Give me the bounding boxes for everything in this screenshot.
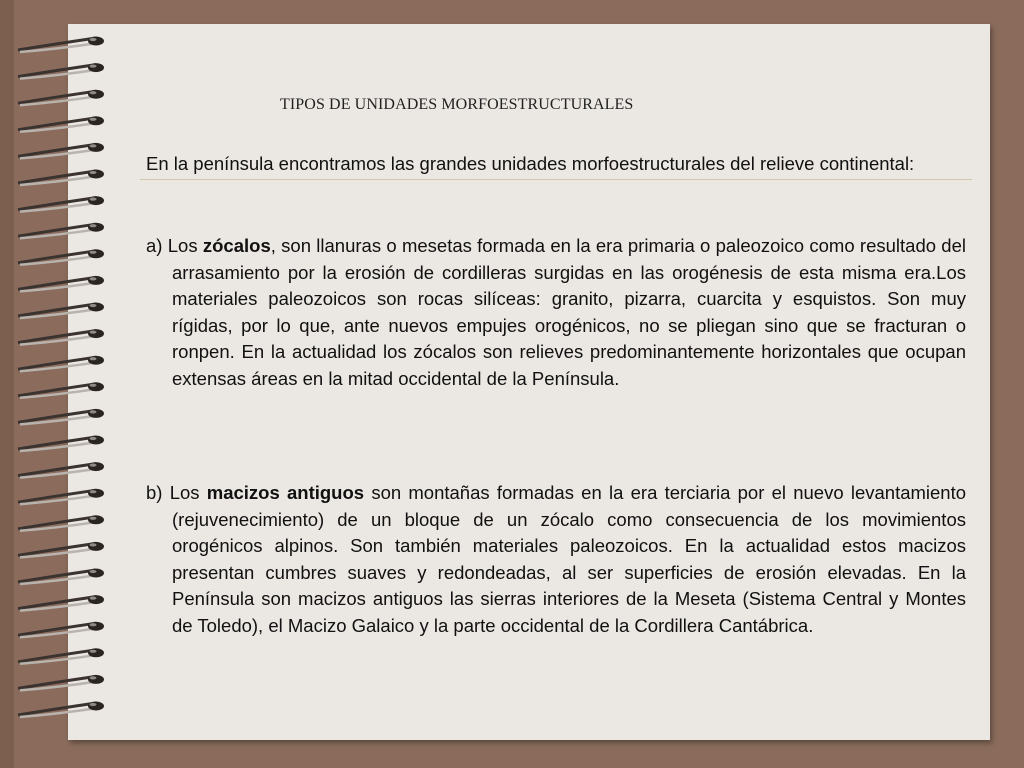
spiral-coil-icon	[18, 249, 104, 264]
spiral-coil-icon	[18, 90, 104, 106]
item-term: zócalos	[202, 235, 271, 256]
item-lead: Los	[167, 235, 198, 256]
spiral-coil-icon	[18, 143, 104, 159]
spiral-coil-icon	[18, 515, 104, 531]
spiral-coil-icon	[18, 569, 104, 585]
spiral-coil-icon	[18, 489, 104, 505]
spiral-coil-icon	[18, 329, 104, 345]
spiral-coil-icon	[18, 382, 104, 398]
ruled-line	[140, 179, 972, 180]
spiral-coil-icon	[18, 170, 104, 186]
item-term: macizos antiguos	[206, 482, 365, 503]
spiral-coil-icon	[18, 63, 104, 79]
spiral-coil-icon	[18, 409, 104, 425]
page-title: TIPOS DE UNIDADES MORFOESTRUCTURALES	[280, 96, 634, 113]
spiral-binding	[0, 0, 130, 768]
item-body: , son llanuras o mesetas formada en la era primaria o paleozoico como resultado del arrasamiento por la erosión de cordilleras surgidas en las orogénesis de esta misma era.Los materiales paleozoicos son rocas silíceas: granito, pizarra, cuarcita y esquistos. Son muy rígidas, por lo que, ante nuevos empujes orogénicos, no se pliegan sino que se fracturan o ronpen. En la actualidad los zócalos son relieves predominantemente horizontales que ocupan extensas áreas en la mitad occidental de la Península.	[172, 235, 966, 389]
spiral-coil-icon	[18, 223, 104, 239]
spiral-coil-icon	[18, 356, 104, 372]
spiral-coil-icon	[18, 116, 104, 132]
item-lead: Los	[169, 482, 200, 503]
item-body: son montañas formadas en la era terciaria por el nuevo levantamiento (rejuvenecimiento) de un bloque de un zócalo como consecuencia de los movimientos orogénicos alpinos. Son también materiales paleozoicos. En la actualidad estos macizos presentan cumbres suaves y redondeadas, al ser superficies de erosión elevadas. En la Península son macizos antiguos las sierras interiores de la Meseta (Sistema Central y Montes de Toledo), el Macizo Galaico y la parte occidental de la Cordillera Cantábrica.	[172, 482, 967, 636]
spiral-coil-icon	[18, 542, 104, 558]
spiral-coil-icon	[18, 196, 104, 212]
spiral-coil-icon	[18, 675, 104, 691]
spiral-coil-icon	[18, 595, 104, 611]
spiral-coil-icon	[18, 462, 104, 478]
spiral-coil-icon	[18, 648, 104, 664]
list-item-macizos	[146, 480, 966, 640]
list-marker: b)	[146, 482, 163, 503]
spiral-coil-icon	[18, 303, 104, 319]
spiral-coil-icon	[18, 702, 104, 718]
intro-paragraph: En la península encontramos las grandes unidades morfoestructurales del relieve continental:	[146, 153, 915, 174]
list-marker: a)	[146, 235, 163, 256]
spiral-coil-icon	[18, 37, 104, 53]
spiral-coil-icon	[18, 436, 104, 452]
spiral-coil-icon	[18, 276, 104, 292]
list-item-zocalos	[146, 233, 966, 393]
spiral-coil-icon	[18, 622, 104, 638]
